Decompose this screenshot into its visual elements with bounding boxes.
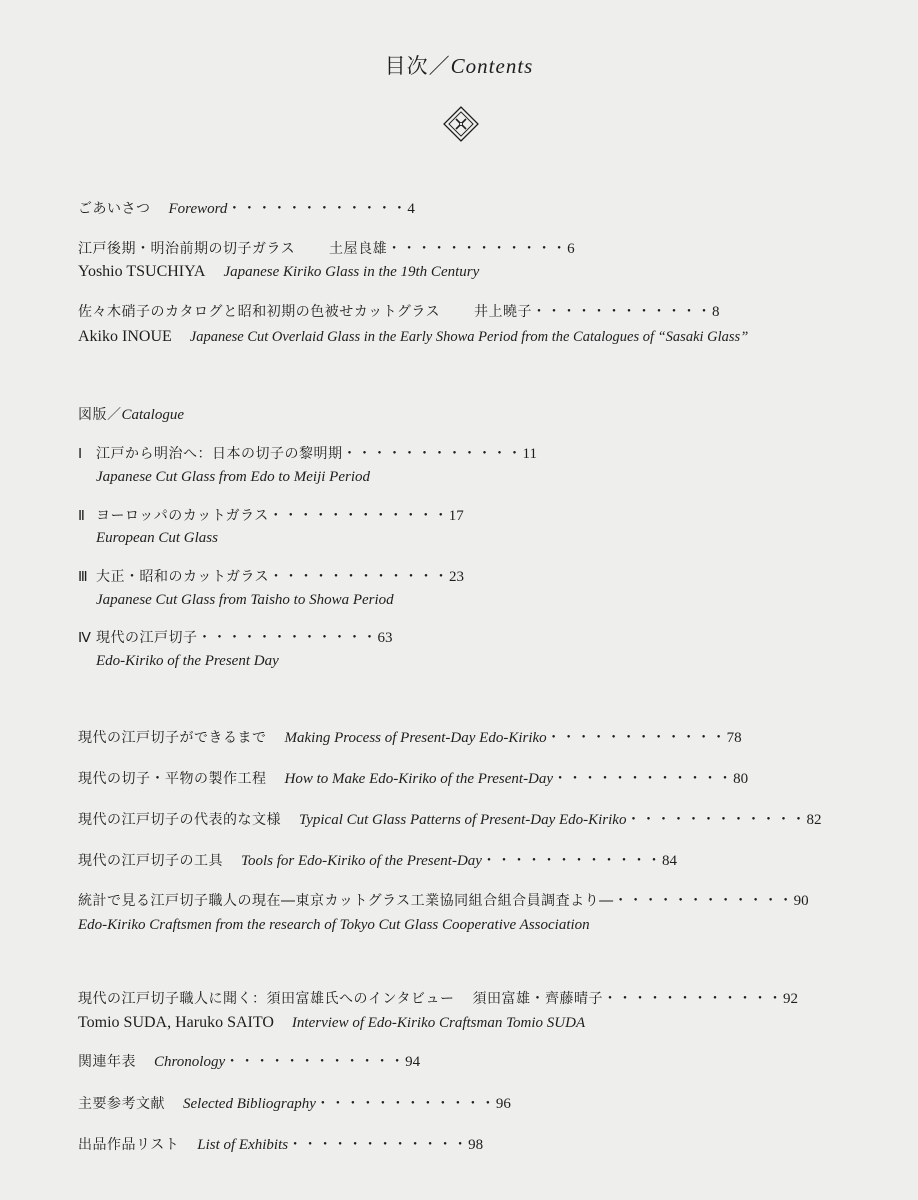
toc-entry-foreword: ごあいさつ Foreword・・・・・・・・・・・・4 xyxy=(78,201,415,217)
catalogue-item-1: Ⅰ 江戸から明治へ：日本の切子の黎明期・・・・・・・・・・・・11 xyxy=(78,446,537,462)
toc-entry-patterns: 現代の江戸切子の代表的な文様 Typical Cut Glass Patterns of Present-Day Edo-Kiriko・・・・・・・・・・・・82 xyxy=(78,812,822,828)
catalogue-item-4: Ⅳ 現代の江戸切子・・・・・・・・・・・・63 xyxy=(78,630,393,646)
toc-entry-inoue-en: Akiko INOUE Japanese Cut Overlaid Glass in the Early Showa Period from the Catalogues of “Sasaki Glass” xyxy=(78,328,749,345)
page-number: 82 xyxy=(806,812,822,828)
toc-entry-exhibits: 出品作品リスト List of Exhibits・・・・・・・・・・・・98 xyxy=(78,1137,484,1153)
catalogue-item-3: Ⅲ 大正・昭和のカットガラス・・・・・・・・・・・・23 xyxy=(78,569,465,585)
toc-entry-interview-en: Tomio SUDA, Haruko SAITO Interview of Edo-Kiriko Craftsman Tomio SUDA xyxy=(78,1014,586,1031)
toc-entry-chronology: 関連年表 Chronology・・・・・・・・・・・・94 xyxy=(78,1054,421,1070)
catalogue-item-4-en: Edo-Kiriko of the Present Day xyxy=(96,653,279,669)
page-number: 4 xyxy=(407,201,415,217)
page-number: 98 xyxy=(468,1137,484,1153)
toc-entry-interview-ja: 現代の江戸切子職人に聞く：須田富雄氏へのインタビュー 須田富雄・齊藤晴子・・・・・・・・・・・・92 xyxy=(78,991,798,1007)
toc-entry-tsuchiya-en: Yoshio TSUCHIYA Japanese Kiriko Glass in the 19th Century xyxy=(78,263,480,280)
toc-entry-bibliography: 主要参考文献 Selected Bibliography・・・・・・・・・・・・96 xyxy=(78,1096,511,1112)
page-number: 11 xyxy=(522,446,537,462)
page-number: 92 xyxy=(782,991,798,1007)
page-number: 6 xyxy=(567,241,575,257)
catalogue-item-1-en: Japanese Cut Glass from Edo to Meiji Period xyxy=(96,469,370,485)
page-number: 80 xyxy=(733,771,749,787)
toc-entry-statistics-ja: 統計で見る江戸切子職人の現在―東京カットグラス工業協同組合組合員調査より―・・・・・・・・・・・・90 xyxy=(78,893,809,909)
page-number: 8 xyxy=(711,304,720,320)
toc-entry-tsuchiya-ja: 江戸後期・明治前期の切子ガラス 土屋良雄・・・・・・・・・・・・6 xyxy=(78,241,575,257)
catalogue-item-3-en: Japanese Cut Glass from Taisho to Showa Period xyxy=(96,592,394,608)
toc-entry-how-to-make: 現代の切子・平物の製作工程 How to Make Edo-Kiriko of the Present-Day・・・・・・・・・・・・80 xyxy=(78,771,749,787)
catalogue-item-2: Ⅱ ヨーロッパのカットガラス・・・・・・・・・・・・17 xyxy=(78,508,464,524)
page-number: 17 xyxy=(448,508,464,524)
toc-entry-tools: 現代の江戸切子の工具 Tools for Edo-Kiriko of the Present-Day・・・・・・・・・・・・84 xyxy=(78,853,677,869)
page-title-ja: 目次／ xyxy=(384,54,451,78)
page-number: 63 xyxy=(377,630,393,646)
toc-entry-statistics-en: Edo-Kiriko Craftsmen from the research of Tokyo Cut Glass Cooperative Association xyxy=(78,917,590,933)
page-number: 23 xyxy=(449,569,465,585)
page-number: 90 xyxy=(793,893,809,909)
page-title xyxy=(0,50,918,80)
page-title-en: Contents xyxy=(450,54,534,78)
toc-entry-inoue-ja: 佐々木硝子のカタログと昭和初期の色被せカットグラス 井上曉子・・・・・・・・・・・・8 xyxy=(78,304,720,320)
page-number: 96 xyxy=(495,1096,511,1112)
page-number: 84 xyxy=(661,853,677,869)
page-number: 78 xyxy=(726,730,742,746)
page-number: 94 xyxy=(405,1054,421,1070)
catalogue-heading: 図版／Catalogue xyxy=(78,407,184,423)
catalogue-item-2-en: European Cut Glass xyxy=(96,530,218,546)
toc-entry-making-process: 現代の江戸切子ができるまで Making Process of Present-Day Edo-Kiriko・・・・・・・・・・・・78 xyxy=(78,730,742,746)
diamond-ornament-icon xyxy=(443,106,479,142)
